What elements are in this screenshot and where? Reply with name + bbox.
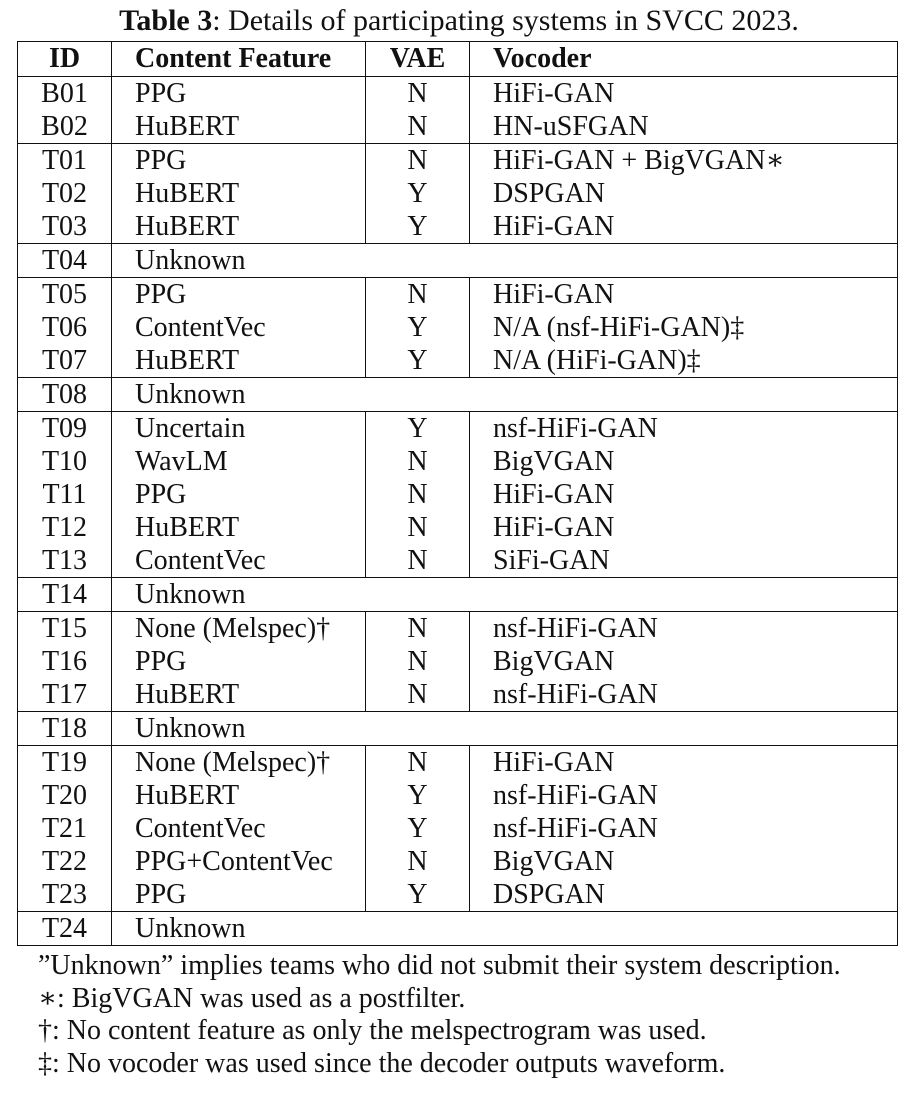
cell-vae: Y [366, 779, 470, 812]
table-row [18, 478, 898, 511]
cell-id: T14 [18, 578, 112, 612]
table-row [18, 445, 898, 478]
cell-vae: Y [366, 344, 470, 378]
cell-content-feature: ContentVec [112, 544, 366, 578]
cell-content-feature: HuBERT [112, 177, 366, 210]
cell-content-feature: HuBERT [112, 344, 366, 378]
cell-id: T23 [18, 878, 112, 912]
table-notes [38, 950, 841, 1080]
cell-vae: N [366, 845, 470, 878]
cell-vae: N [366, 612, 470, 646]
cell-id: B02 [18, 110, 112, 144]
cell-id: T10 [18, 445, 112, 478]
table-row [18, 612, 898, 646]
cell-vocoder: HiFi-GAN [470, 278, 898, 312]
cell-content-feature: PPG [112, 878, 366, 912]
cell-content-feature: None (Melspec)† [112, 612, 366, 646]
cell-vocoder: nsf-HiFi-GAN [470, 412, 898, 446]
cell-vocoder: DSPGAN [470, 177, 898, 210]
cell-id: T12 [18, 511, 112, 544]
cell-vae: Y [366, 412, 470, 446]
note-unknown: ”Unknown” implies teams who did not submit their system description. [38, 950, 841, 981]
cell-vocoder: HiFi-GAN [470, 210, 898, 244]
cell-content-feature: ContentVec [112, 311, 366, 344]
cell-content-feature: WavLM [112, 445, 366, 478]
cell-id: T13 [18, 544, 112, 578]
table-row [18, 746, 898, 780]
cell-id: T03 [18, 210, 112, 244]
caption-text: : Details of participating systems in SVCC 2023. [212, 4, 799, 37]
cell-content-feature: Unknown [112, 712, 898, 746]
cell-vocoder: nsf-HiFi-GAN [470, 678, 898, 712]
header-content-feature: Content Feature [112, 42, 366, 77]
cell-vocoder: nsf-HiFi-GAN [470, 812, 898, 845]
cell-id: T19 [18, 746, 112, 780]
cell-vae: N [366, 144, 470, 178]
note-dagger: †: No content feature as only the melspectrogram was used. [38, 1015, 707, 1046]
cell-id: T01 [18, 144, 112, 178]
cell-id: T24 [18, 912, 112, 946]
cell-vae: N [366, 77, 470, 111]
table-body [18, 77, 898, 946]
cell-vocoder: SiFi-GAN [470, 544, 898, 578]
cell-id: B01 [18, 77, 112, 111]
cell-content-feature: PPG [112, 645, 366, 678]
cell-content-feature: HuBERT [112, 110, 366, 144]
cell-id: T22 [18, 845, 112, 878]
table-row [18, 110, 898, 144]
cell-vocoder: DSPGAN [470, 878, 898, 912]
table-row [18, 77, 898, 111]
cell-vocoder: BigVGAN [470, 445, 898, 478]
table-row [18, 578, 898, 612]
cell-vae: N [366, 645, 470, 678]
note-asterisk: ∗: BigVGAN was used as a postfilter. [38, 982, 466, 1014]
cell-vocoder: HiFi-GAN [470, 511, 898, 544]
cell-content-feature: Unknown [112, 578, 898, 612]
table-row [18, 812, 898, 845]
cell-vae: N [366, 110, 470, 144]
cell-content-feature: HuBERT [112, 511, 366, 544]
cell-content-feature: Unknown [112, 912, 898, 946]
cell-id: T15 [18, 612, 112, 646]
header-vocoder: Vocoder [470, 42, 898, 77]
cell-vae: N [366, 544, 470, 578]
cell-vae: N [366, 478, 470, 511]
cell-content-feature: ContentVec [112, 812, 366, 845]
note-double-dagger: ‡: No vocoder was used since the decoder outputs waveform. [38, 1047, 726, 1079]
cell-content-feature: HuBERT [112, 210, 366, 244]
cell-id: T20 [18, 779, 112, 812]
cell-id: T09 [18, 412, 112, 446]
table-row [18, 244, 898, 278]
table-row [18, 311, 898, 344]
table-row [18, 378, 898, 412]
cell-vae: Y [366, 878, 470, 912]
cell-vae: N [366, 746, 470, 780]
cell-id: T06 [18, 311, 112, 344]
table-row [18, 645, 898, 678]
cell-content-feature: Unknown [112, 244, 898, 278]
cell-vocoder: nsf-HiFi-GAN [470, 612, 898, 646]
cell-id: T18 [18, 712, 112, 746]
cell-id: T02 [18, 177, 112, 210]
cell-id: T11 [18, 478, 112, 511]
table-row [18, 511, 898, 544]
cell-vocoder: BigVGAN [470, 645, 898, 678]
table-row [18, 678, 898, 712]
cell-vocoder: nsf-HiFi-GAN [470, 779, 898, 812]
cell-id: T17 [18, 678, 112, 712]
header-vae: VAE [366, 42, 470, 77]
table-caption [0, 2, 918, 40]
cell-id: T05 [18, 278, 112, 312]
cell-content-feature: HuBERT [112, 678, 366, 712]
cell-vae: N [366, 278, 470, 312]
cell-content-feature: HuBERT [112, 779, 366, 812]
cell-content-feature: PPG [112, 278, 366, 312]
cell-id: T04 [18, 244, 112, 278]
table-row [18, 878, 898, 912]
table-row [18, 912, 898, 946]
cell-vocoder: HiFi-GAN [470, 746, 898, 780]
cell-vae: N [366, 678, 470, 712]
table-row [18, 412, 898, 446]
cell-vocoder: N/A (nsf-HiFi-GAN)‡ [470, 311, 898, 344]
table-row [18, 845, 898, 878]
table-row [18, 278, 898, 312]
cell-vocoder: N/A (HiFi-GAN)‡ [470, 344, 898, 378]
cell-vocoder: HiFi-GAN [470, 478, 898, 511]
table-row [18, 544, 898, 578]
cell-id: T07 [18, 344, 112, 378]
table-header-row [18, 42, 898, 77]
cell-vae: N [366, 511, 470, 544]
cell-vae: Y [366, 812, 470, 845]
cell-vae: Y [366, 210, 470, 244]
cell-vocoder: HN-uSFGAN [470, 110, 898, 144]
cell-vocoder: BigVGAN [470, 845, 898, 878]
cell-content-feature: PPG [112, 77, 366, 111]
systems-table [17, 41, 898, 946]
cell-content-feature: PPG [112, 144, 366, 178]
cell-vocoder: HiFi-GAN [470, 77, 898, 111]
cell-vae: Y [366, 311, 470, 344]
table-row [18, 144, 898, 178]
table-row [18, 779, 898, 812]
cell-content-feature: PPG [112, 478, 366, 511]
cell-id: T08 [18, 378, 112, 412]
table-row [18, 210, 898, 244]
cell-id: T16 [18, 645, 112, 678]
table-row [18, 177, 898, 210]
cell-vae: Y [366, 177, 470, 210]
cell-content-feature: Uncertain [112, 412, 366, 446]
cell-vocoder: HiFi-GAN + BigVGAN∗ [470, 144, 898, 178]
header-id: ID [18, 42, 112, 77]
cell-vae: N [366, 445, 470, 478]
cell-id: T21 [18, 812, 112, 845]
cell-content-feature: PPG+ContentVec [112, 845, 366, 878]
cell-content-feature: Unknown [112, 378, 898, 412]
table-row [18, 344, 898, 378]
cell-content-feature: None (Melspec)† [112, 746, 366, 780]
caption-label: Table 3 [119, 4, 213, 37]
table-row [18, 712, 898, 746]
